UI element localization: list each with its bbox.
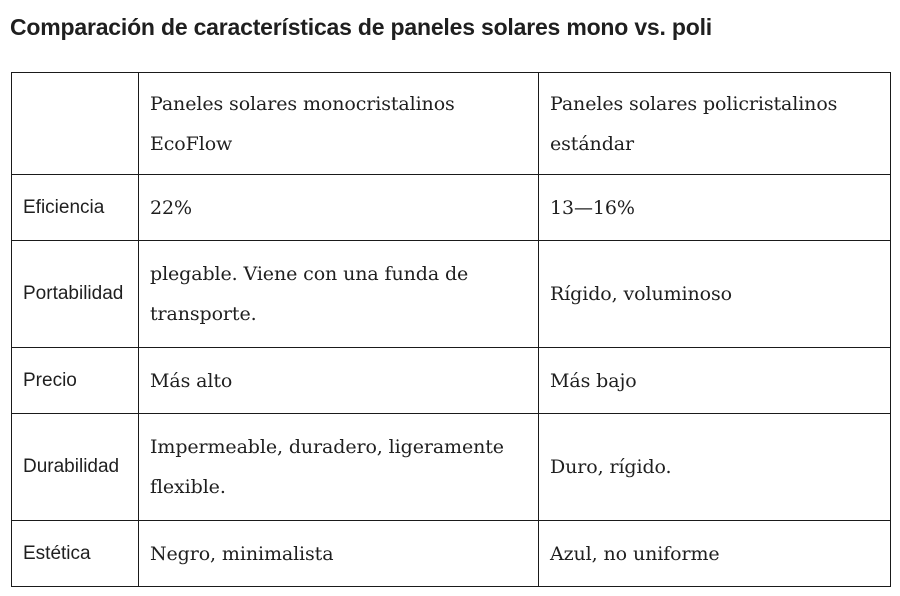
cell-mono-durabilidad: Impermeable, duradero, ligeramente flexible. — [139, 414, 539, 521]
row-label-portabilidad: Portabilidad — [12, 241, 139, 348]
comparison-table — [11, 72, 891, 587]
page-title: Comparación de características de paneles solares mono vs. poli — [10, 14, 712, 40]
row-label-precio: Precio — [12, 348, 139, 414]
cell-poli-eficiencia: 13—16% — [539, 175, 891, 241]
cell-mono-estetica: Negro, minimalista — [139, 521, 539, 587]
header-cell-empty — [12, 73, 139, 175]
cell-mono-portabilidad: plegable. Viene con una funda de transporte. — [139, 241, 539, 348]
cell-mono-precio: Más alto — [139, 348, 539, 414]
cell-poli-precio: Más bajo — [539, 348, 891, 414]
row-label-eficiencia: Eficiencia — [12, 175, 139, 241]
table-row — [12, 521, 891, 587]
table-row — [12, 414, 891, 521]
table-row — [12, 241, 891, 348]
header-cell-poli: Paneles solares policristalinos estándar — [539, 73, 891, 175]
table-header-row — [12, 73, 891, 175]
table-row — [12, 175, 891, 241]
header-cell-mono: Paneles solares monocristalinos EcoFlow — [139, 73, 539, 175]
cell-poli-portabilidad: Rígido, voluminoso — [539, 241, 891, 348]
row-label-durabilidad: Durabilidad — [12, 414, 139, 521]
cell-poli-durabilidad: Duro, rígido. — [539, 414, 891, 521]
cell-mono-eficiencia: 22% — [139, 175, 539, 241]
table-row — [12, 348, 891, 414]
row-label-estetica: Estética — [12, 521, 139, 587]
cell-poli-estetica: Azul, no uniforme — [539, 521, 891, 587]
